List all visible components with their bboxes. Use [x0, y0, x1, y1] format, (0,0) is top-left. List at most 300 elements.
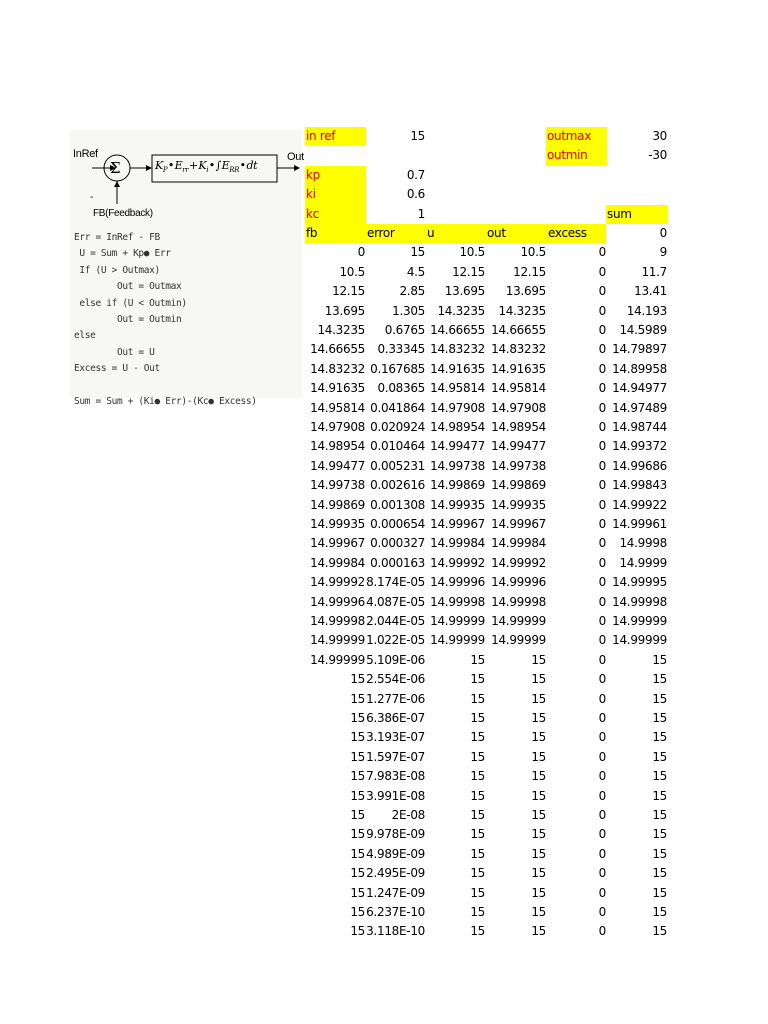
table-row [305, 457, 670, 476]
table-row [305, 399, 670, 418]
cell-excess: 0 [598, 400, 606, 415]
cell-out: 15 [531, 905, 546, 919]
cell-fb: 10.5 [339, 264, 365, 279]
cell-excess: 0 [598, 439, 606, 454]
cell-excess: 0 [598, 711, 606, 725]
table-row [305, 903, 670, 922]
cell-excess: 0 [598, 303, 606, 318]
table-row [305, 360, 670, 379]
cell-out: 15 [531, 808, 546, 822]
feedback-arrowhead [114, 181, 120, 187]
cell-sum: 14.5989 [619, 323, 667, 337]
cell-sum: 14.99843 [612, 478, 667, 493]
cell-error: 0.020924 [370, 420, 425, 434]
cell-excess: 0 [598, 575, 606, 590]
cell-out: 15 [531, 730, 546, 745]
outmax-label: outmax [546, 127, 607, 146]
out-arrowhead [294, 165, 300, 171]
cell-u: 15 [470, 866, 485, 881]
cell-excess: 0 [598, 614, 606, 628]
cell-error: 0.002616 [370, 478, 425, 493]
cell-u: 15 [470, 730, 485, 745]
outmin-label: outmin [546, 146, 607, 165]
table-row [305, 825, 670, 844]
cell-excess: 0 [598, 827, 606, 842]
cell-sum: 15 [652, 924, 667, 939]
cell-u: 14.97908 [430, 400, 485, 415]
cell-excess: 0 [598, 361, 606, 376]
code-line: Sum = Sum + (Ki● Err)-(Kc● Excess) [74, 396, 257, 408]
code-line: else if (U < Outmin) [74, 297, 187, 309]
cell-error: 7.983E-08 [366, 769, 425, 784]
cell-sum: 14.99961 [612, 517, 667, 531]
cell-u: 14.99999 [430, 614, 485, 628]
cell-out: 14.99984 [491, 536, 546, 551]
cell-fb: 14.99992 [310, 575, 365, 590]
cell-out: 14.99998 [491, 594, 546, 609]
cell-error: 2.044E-05 [366, 614, 425, 628]
cell-error: 4.087E-05 [366, 594, 425, 609]
cell-out: 12.15 [513, 264, 546, 279]
inref-label: InRef [73, 148, 98, 160]
cell-u: 14.99935 [430, 497, 485, 512]
cell-excess: 0 [598, 594, 606, 609]
table-row [305, 573, 670, 592]
cell-out: 15 [531, 827, 546, 842]
cell-sum: 14.99372 [612, 439, 667, 454]
cell-excess: 0 [598, 517, 606, 531]
cell-out: 14.99992 [491, 555, 546, 570]
cell-sum: 14.97489 [612, 400, 667, 415]
cell-error: 1.022E-05 [366, 633, 425, 648]
cell-out: 14.99996 [491, 575, 546, 590]
code-line: Out = Outmin [74, 314, 182, 326]
table-row [305, 767, 670, 786]
cell-excess: 0 [598, 478, 606, 493]
cell-error: 0.001308 [370, 497, 425, 512]
cell-fb: 14.99477 [310, 458, 365, 473]
code-line: else [74, 330, 96, 342]
cell-out: 15 [531, 749, 546, 764]
cell-error: 5.109E-06 [366, 652, 425, 667]
cell-error: 3.991E-08 [366, 788, 425, 803]
cell-error: 0.005231 [370, 458, 425, 473]
table-row [305, 496, 670, 515]
cell-excess: 0 [598, 749, 606, 764]
code-line: Out = U [74, 346, 155, 358]
err-subscript: rr [182, 166, 189, 175]
cell-out: 14.3235 [498, 303, 546, 318]
cell-error: 1.277E-06 [366, 691, 425, 706]
cell-fb: 15 [350, 691, 365, 706]
cell-u: 14.99967 [430, 517, 485, 531]
cell-excess: 0 [598, 458, 606, 473]
cell-sum: 14.98744 [612, 420, 667, 434]
feedback-label: FB(Feedback) [93, 208, 153, 219]
cell-out: 14.99999 [491, 614, 546, 628]
cell-u: 14.99996 [430, 575, 485, 590]
cell-fb: 14.3235 [317, 323, 365, 337]
column-header-error: error [365, 224, 425, 243]
kc-value: 1 [417, 206, 425, 221]
cell-out: 15 [531, 788, 546, 803]
table-row [305, 437, 670, 456]
cell-u: 15 [470, 711, 485, 725]
cell-error: 3.118E-10 [366, 924, 425, 939]
cell-error: 6.386E-07 [366, 711, 425, 725]
cell-error: 4.5 [406, 264, 425, 279]
cell-excess: 0 [598, 284, 606, 299]
cell-out: 15 [531, 672, 546, 687]
ki-label: ki [305, 185, 366, 204]
cell-excess: 0 [598, 323, 606, 337]
pseudocode-block [74, 230, 257, 410]
cell-error: 0.6765 [384, 323, 425, 337]
cell-sum: 15 [652, 866, 667, 881]
cell-excess: 0 [598, 342, 606, 357]
cell-sum: 15 [652, 885, 667, 900]
cell-error: 6.237E-10 [366, 905, 425, 919]
cell-out: 15 [531, 866, 546, 881]
cell-error: 15 [410, 245, 425, 260]
cell-excess: 0 [598, 264, 606, 279]
cell-excess: 0 [598, 497, 606, 512]
cell-out: 15 [531, 652, 546, 667]
cell-u: 14.83232 [430, 342, 485, 357]
cell-u: 15 [470, 885, 485, 900]
cell-u: 15 [470, 788, 485, 803]
cell-fb: 14.99999 [310, 633, 365, 648]
initial-sum-value: 0 [659, 226, 667, 240]
cell-fb: 15 [350, 730, 365, 745]
column-header-out: out [485, 224, 546, 243]
cell-fb: 14.99935 [310, 517, 365, 531]
code-line: U = Sum + Kp● Err [74, 248, 171, 260]
cell-error: 2.554E-06 [366, 672, 425, 687]
cell-excess: 0 [598, 555, 606, 570]
cell-out: 14.99738 [491, 458, 546, 473]
table-row [305, 302, 670, 321]
cell-u: 14.91635 [430, 361, 485, 376]
row-outmin [305, 146, 670, 165]
cell-sum: 15 [652, 846, 667, 861]
cell-out: 15 [531, 924, 546, 939]
cell-sum: 15 [652, 788, 667, 803]
cell-sum: 14.193 [626, 303, 667, 318]
cell-error: 0.010464 [370, 439, 425, 454]
cell-sum: 13.41 [634, 284, 667, 299]
cell-out: 14.97908 [491, 400, 546, 415]
cell-sum: 15 [652, 711, 667, 725]
minus-sign: - [90, 192, 94, 203]
cell-sum: 14.99922 [612, 497, 667, 512]
cell-sum: 15 [652, 730, 667, 745]
cell-sum: 15 [652, 672, 667, 687]
cell-out: 14.95814 [491, 381, 546, 396]
cell-fb: 15 [350, 808, 365, 822]
cell-error: 1.305 [392, 303, 425, 318]
cell-fb: 15 [350, 711, 365, 725]
cell-sum: 15 [652, 749, 667, 764]
cell-out: 14.99869 [491, 478, 546, 493]
row-ki [305, 185, 670, 204]
controller-formula: $K_P$ • $E_{rr}$ + $K_i$ • ∫ $E_{RR}$ • dt [155, 159, 258, 175]
dt-symbol: dt [246, 159, 258, 172]
cell-fb: 15 [350, 827, 365, 842]
table-row [305, 282, 670, 301]
cell-out: 14.83232 [491, 342, 546, 357]
cell-fb: 15 [350, 769, 365, 784]
ki-subscript: i [206, 166, 209, 175]
block-arrowhead [146, 165, 152, 171]
cell-error: 2.85 [399, 284, 425, 299]
cell-sum: 11.7 [641, 264, 667, 279]
cell-out: 14.99477 [491, 439, 546, 454]
cell-error: 1.597E-07 [366, 749, 425, 764]
cell-sum: 15 [652, 769, 667, 784]
code-line [74, 378, 257, 394]
outmin-value: -30 [648, 148, 667, 163]
cell-excess: 0 [598, 633, 606, 648]
cell-out: 14.98954 [491, 420, 546, 434]
ki-symbol: K [198, 159, 207, 172]
cell-excess: 0 [598, 691, 606, 706]
cell-excess: 0 [598, 885, 606, 900]
cell-excess: 0 [598, 245, 606, 260]
cell-out: 14.99967 [491, 517, 546, 531]
cell-fb: 15 [350, 866, 365, 881]
cell-error: 0.08365 [377, 381, 425, 396]
table-row [305, 631, 670, 650]
cell-fb: 0 [357, 245, 365, 260]
table-row [305, 690, 670, 709]
table-row [305, 922, 670, 941]
cell-u: 15 [470, 749, 485, 764]
cell-fb: 15 [350, 846, 365, 861]
cell-fb: 15 [350, 905, 365, 919]
cell-error: 0.041864 [370, 400, 425, 415]
cell-sum: 14.99995 [612, 575, 667, 590]
kp-label: kp [305, 166, 366, 185]
cell-fb: 15 [350, 924, 365, 939]
row-kp [305, 166, 670, 185]
cell-error: 0.33345 [377, 342, 425, 357]
cell-sum: 9 [659, 245, 667, 260]
table-row [305, 709, 670, 728]
rr-subscript: RR [229, 166, 239, 175]
cell-u: 14.99738 [430, 458, 485, 473]
table-row [305, 593, 670, 612]
table-row [305, 845, 670, 864]
sigma-symbol: Σ [110, 159, 121, 177]
cell-fb: 12.15 [332, 284, 365, 299]
cell-u: 13.695 [444, 284, 485, 299]
cell-u: 12.15 [452, 264, 485, 279]
table-row [305, 263, 670, 282]
cell-out: 14.91635 [491, 361, 546, 376]
table-row [305, 515, 670, 534]
cell-sum: 15 [652, 808, 667, 822]
table-row [305, 864, 670, 883]
cell-fb: 14.97908 [310, 420, 365, 434]
cell-excess: 0 [598, 652, 606, 667]
code-line: Err = InRef - FB [74, 232, 160, 243]
cell-excess: 0 [598, 846, 606, 861]
cell-error: 1.247E-09 [366, 885, 425, 900]
code-line: Excess = U - Out [74, 363, 160, 375]
cell-fb: 14.99999 [310, 652, 365, 667]
out-label: Out [287, 151, 304, 163]
cell-fb: 14.91635 [310, 381, 365, 396]
cell-u: 14.99999 [430, 633, 485, 648]
cell-excess: 0 [598, 808, 606, 822]
cell-u: 14.98954 [430, 420, 485, 434]
table-row [305, 476, 670, 495]
table-row [305, 612, 670, 631]
cell-fb: 15 [350, 788, 365, 803]
cell-fb: 14.99998 [310, 614, 365, 628]
code-line: If (U > Outmax) [74, 264, 160, 276]
cell-error: 0.000654 [370, 517, 425, 531]
cell-error: 3.193E-07 [366, 730, 425, 745]
cell-sum: 14.99686 [612, 458, 667, 473]
table-row [305, 670, 670, 689]
cell-fb: 14.98954 [310, 439, 365, 454]
table-row [305, 806, 670, 825]
cell-sum: 14.99999 [612, 614, 667, 628]
cell-excess: 0 [598, 730, 606, 745]
cell-u: 10.5 [459, 245, 485, 260]
row-kc [305, 205, 670, 224]
cell-excess: 0 [598, 905, 606, 919]
table-row [305, 554, 670, 573]
cell-u: 15 [470, 924, 485, 939]
kp-value: 0.7 [406, 167, 425, 182]
cell-excess: 0 [598, 924, 606, 939]
cell-out: 15 [531, 711, 546, 725]
cell-u: 14.66655 [430, 323, 485, 337]
cell-sum: 15 [652, 827, 667, 842]
inref-param-label: in ref [305, 127, 366, 146]
integral-sign: ∫ [215, 159, 221, 172]
cell-u: 14.99477 [430, 439, 485, 454]
cell-u: 14.99992 [430, 555, 485, 570]
cell-fb: 14.99869 [310, 497, 365, 512]
cell-excess: 0 [598, 769, 606, 784]
cell-error: 8.174E-05 [366, 575, 425, 590]
cell-error: 9.978E-09 [366, 827, 425, 842]
cell-out: 14.99935 [491, 497, 546, 512]
cell-u: 15 [470, 652, 485, 667]
cell-sum: 15 [652, 905, 667, 919]
cell-error: 0.167685 [370, 361, 425, 376]
table-row [305, 787, 670, 806]
table-row [305, 884, 670, 903]
ki-value: 0.6 [406, 187, 425, 202]
column-header-excess: excess [546, 224, 606, 243]
column-header-u: u [425, 224, 485, 243]
cell-u: 15 [470, 672, 485, 687]
table-row [305, 340, 670, 359]
cell-sum: 14.99999 [612, 633, 667, 648]
table-row [305, 534, 670, 553]
cell-fb: 14.99996 [310, 594, 365, 609]
cell-excess: 0 [598, 866, 606, 881]
cell-u: 15 [470, 769, 485, 784]
table-row [305, 321, 670, 340]
table-row [305, 379, 670, 398]
inref-param-value: 15 [410, 129, 425, 143]
cell-excess: 0 [598, 672, 606, 687]
outmax-value: 30 [652, 129, 667, 143]
table-row [305, 243, 670, 262]
cell-fb: 13.695 [324, 303, 365, 318]
code-line: Out = Outmax [74, 281, 182, 293]
cell-excess: 0 [598, 788, 606, 803]
cell-sum: 14.89958 [612, 361, 667, 376]
cell-out: 10.5 [520, 245, 546, 260]
cell-fb: 15 [350, 749, 365, 764]
cell-error: 2E-08 [391, 808, 425, 822]
cell-u: 15 [470, 846, 485, 861]
sum-label: sum [606, 205, 668, 224]
cell-fb: 15 [350, 885, 365, 900]
cell-out: 15 [531, 769, 546, 784]
error-symbol: E [174, 159, 183, 172]
cell-u: 15 [470, 691, 485, 706]
cell-fb: 14.99967 [310, 536, 365, 551]
cell-sum: 15 [652, 652, 667, 667]
column-header-fb: fb [305, 224, 366, 243]
pi-controller-diagram [70, 130, 304, 408]
row-inref-outmax [305, 127, 670, 146]
kp-symbol: K [155, 159, 163, 172]
integrand-symbol: E [221, 159, 230, 172]
cell-u: 14.99984 [430, 536, 485, 551]
cell-out: 15 [531, 846, 546, 861]
cell-error: 0.000327 [370, 536, 425, 551]
cell-fb: 15 [350, 672, 365, 687]
cell-excess: 0 [598, 420, 606, 434]
cell-sum: 15 [652, 691, 667, 706]
cell-out: 15 [531, 885, 546, 900]
cell-fb: 14.99984 [310, 555, 365, 570]
kc-label: kc [305, 205, 366, 224]
cell-u: 14.99869 [430, 478, 485, 493]
cell-sum: 14.79897 [612, 342, 667, 357]
cell-u: 15 [470, 808, 485, 822]
cell-sum: 14.9998 [619, 536, 667, 551]
table-row [305, 651, 670, 670]
cell-out: 15 [531, 691, 546, 706]
cell-error: 2.495E-09 [366, 866, 425, 881]
cell-out: 14.66655 [491, 323, 546, 337]
cell-out: 13.695 [505, 284, 546, 299]
cell-u: 14.95814 [430, 381, 485, 396]
cell-sum: 14.9999 [619, 555, 667, 570]
cell-error: 4.989E-09 [366, 846, 425, 861]
cell-error: 0.000163 [370, 555, 425, 570]
cell-excess: 0 [598, 536, 606, 551]
cell-u: 14.3235 [437, 303, 485, 318]
cell-excess: 0 [598, 381, 606, 396]
cell-fb: 14.83232 [310, 361, 365, 376]
cell-u: 14.99998 [430, 594, 485, 609]
table-row [305, 728, 670, 747]
table-row [305, 418, 670, 437]
cell-u: 15 [470, 905, 485, 919]
cell-fb: 14.99738 [310, 478, 365, 493]
